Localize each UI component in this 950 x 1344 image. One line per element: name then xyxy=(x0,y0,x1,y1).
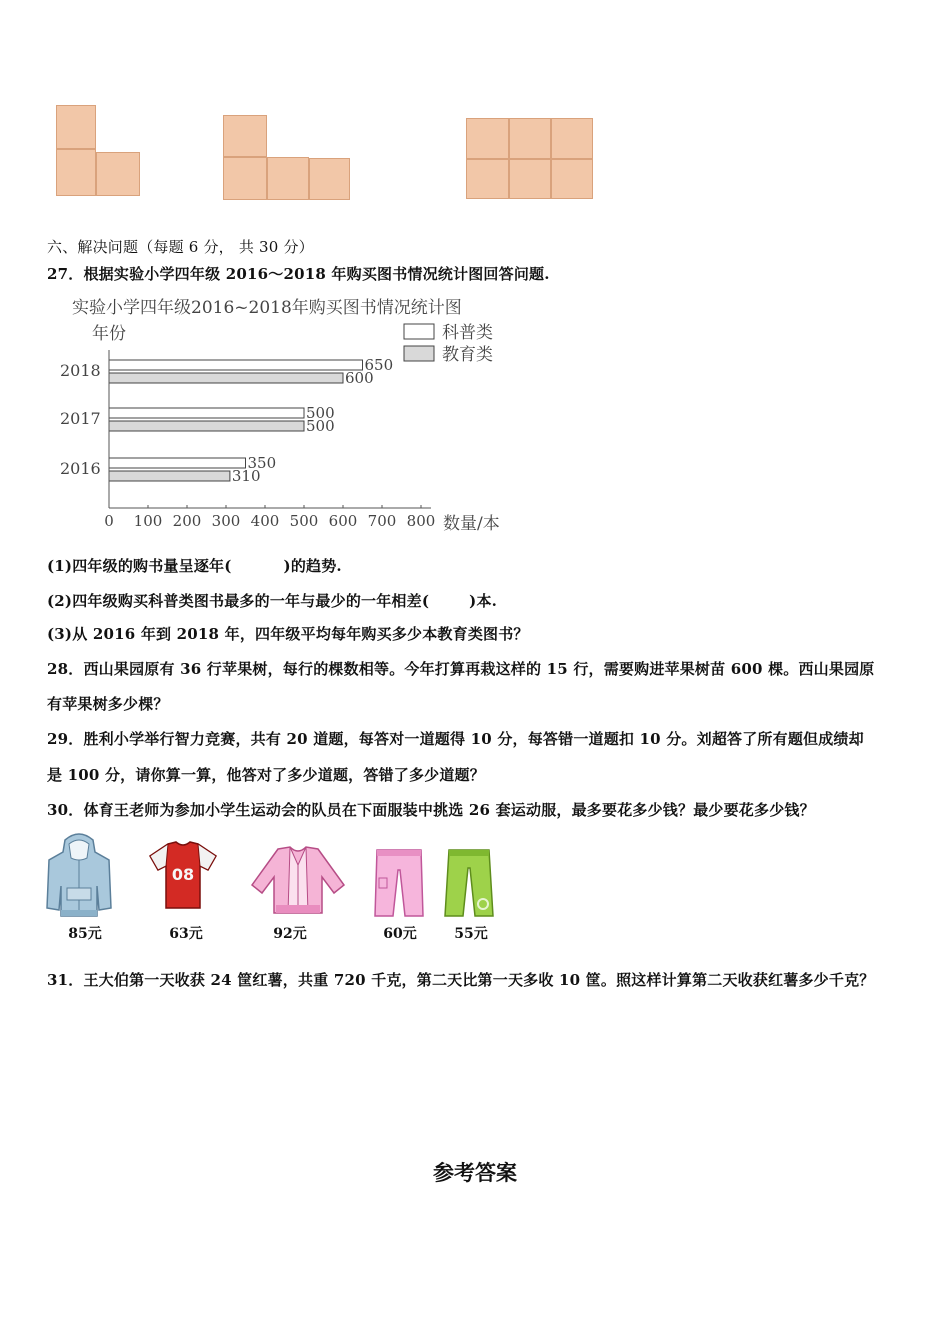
hoodie-icon xyxy=(45,830,113,922)
x-tick-label: 200 xyxy=(172,512,202,530)
bar-jiaoyu xyxy=(109,421,304,431)
question-30: 30．体育王老师为参加小学生运动会的队员在下面服装中挑选 26 套运动服，最多要花多少钱？最少要花多少钱？ xyxy=(47,801,815,819)
bar-jiaoyu xyxy=(109,471,230,481)
green-pants-icon xyxy=(443,848,495,922)
bar-kepu xyxy=(109,360,363,370)
bar-jiaoyu xyxy=(109,373,343,383)
question-29-line2: 是 100 分，请你算一算，他答对了多少道题，答错了多少道题？ xyxy=(47,766,485,784)
pink-pants-icon xyxy=(373,848,425,922)
price-green-pants: 55元 xyxy=(454,926,488,942)
bar-kepu xyxy=(109,458,246,468)
jacket-icon xyxy=(248,845,348,919)
cube-view-1 xyxy=(56,105,142,197)
category-label: 2016 xyxy=(60,459,101,478)
q27-sub2 xyxy=(47,590,497,611)
price-pink-pants: 60元 xyxy=(383,926,417,942)
x-tick-label: 300 xyxy=(211,512,241,530)
section-title: 六、解决问题（每题 6 分， 共 30 分） xyxy=(47,238,314,256)
q27-sub3: (3)从 2016 年到 2018 年，四年级平均每年购买多少本教育类图书？ xyxy=(47,625,529,643)
legend-label: 教育类 xyxy=(442,345,493,365)
x-tick-label: 700 xyxy=(367,512,397,530)
data-label: 600 xyxy=(345,369,374,387)
cube-view-3 xyxy=(466,118,594,200)
price-tshirt: 63元 xyxy=(169,926,203,942)
svg-text:08: 08 xyxy=(171,865,195,884)
question-29-line1: 29．胜利小学举行智力竞赛，共有 20 道题，每答对一道题得 10 分，每答错一道题扣 10 分。刘超答了所有题但成绩却 xyxy=(47,730,864,748)
x-tick-label: 800 xyxy=(406,512,436,530)
q27-sub2-b: )本. xyxy=(469,592,498,610)
chart-ylabel: 年份 xyxy=(92,324,126,344)
x-tick-label: 0 xyxy=(104,512,114,530)
chart-title: 实验小学四年级2016~2018年购买图书情况统计图 xyxy=(72,298,462,318)
cube-view-2 xyxy=(223,115,351,201)
question-28-line1: 28．西山果园原有 36 行苹果树，每行的棵数相等。今年打算再栽这样的 15 行，需要购进苹果树苗 600 棵。西山果园原 xyxy=(47,660,875,678)
tshirt-icon xyxy=(148,840,218,914)
x-axis-label: 数量/本 xyxy=(443,514,500,534)
price-jacket: 92元 xyxy=(273,926,307,942)
data-label: 500 xyxy=(306,417,335,435)
legend-swatch xyxy=(404,324,434,339)
price-hoodie: 85元 xyxy=(68,926,102,942)
question-28-line2: 有苹果树多少棵？ xyxy=(47,695,169,713)
category-label: 2017 xyxy=(60,409,101,428)
data-label: 350 xyxy=(247,454,277,472)
bar-chart xyxy=(50,290,520,540)
answer-title: 参考答案 xyxy=(433,1161,517,1185)
data-label: 650 xyxy=(364,356,394,374)
x-tick-label: 100 xyxy=(133,512,163,530)
legend-label: 科普类 xyxy=(442,323,493,343)
bar-kepu xyxy=(109,408,304,418)
data-label: 500 xyxy=(306,404,335,422)
q27-sub1-a: (1)四年级的购书量呈逐年( xyxy=(47,557,232,575)
q27-sub1 xyxy=(47,555,342,576)
category-label: 2018 xyxy=(60,361,101,380)
x-tick-label: 500 xyxy=(289,512,319,530)
q27-sub2-a: (2)四年级购买科普类图书最多的一年与最少的一年相差( xyxy=(47,592,430,610)
question-27: 27．根据实验小学四年级 2016～2018 年购买图书情况统计图回答问题. xyxy=(47,265,550,283)
q27-sub1-b: )的趋势. xyxy=(283,557,342,575)
x-tick-label: 400 xyxy=(250,512,280,530)
data-label: 310 xyxy=(231,467,261,485)
x-tick-label: 600 xyxy=(328,512,358,530)
legend-swatch xyxy=(404,346,434,361)
question-31: 31．王大伯第一天收获 24 筐红薯，共重 720 千克，第二天比第一天多收 10 筐。照这样计算第二天收获红薯多少千克？ xyxy=(47,971,875,989)
